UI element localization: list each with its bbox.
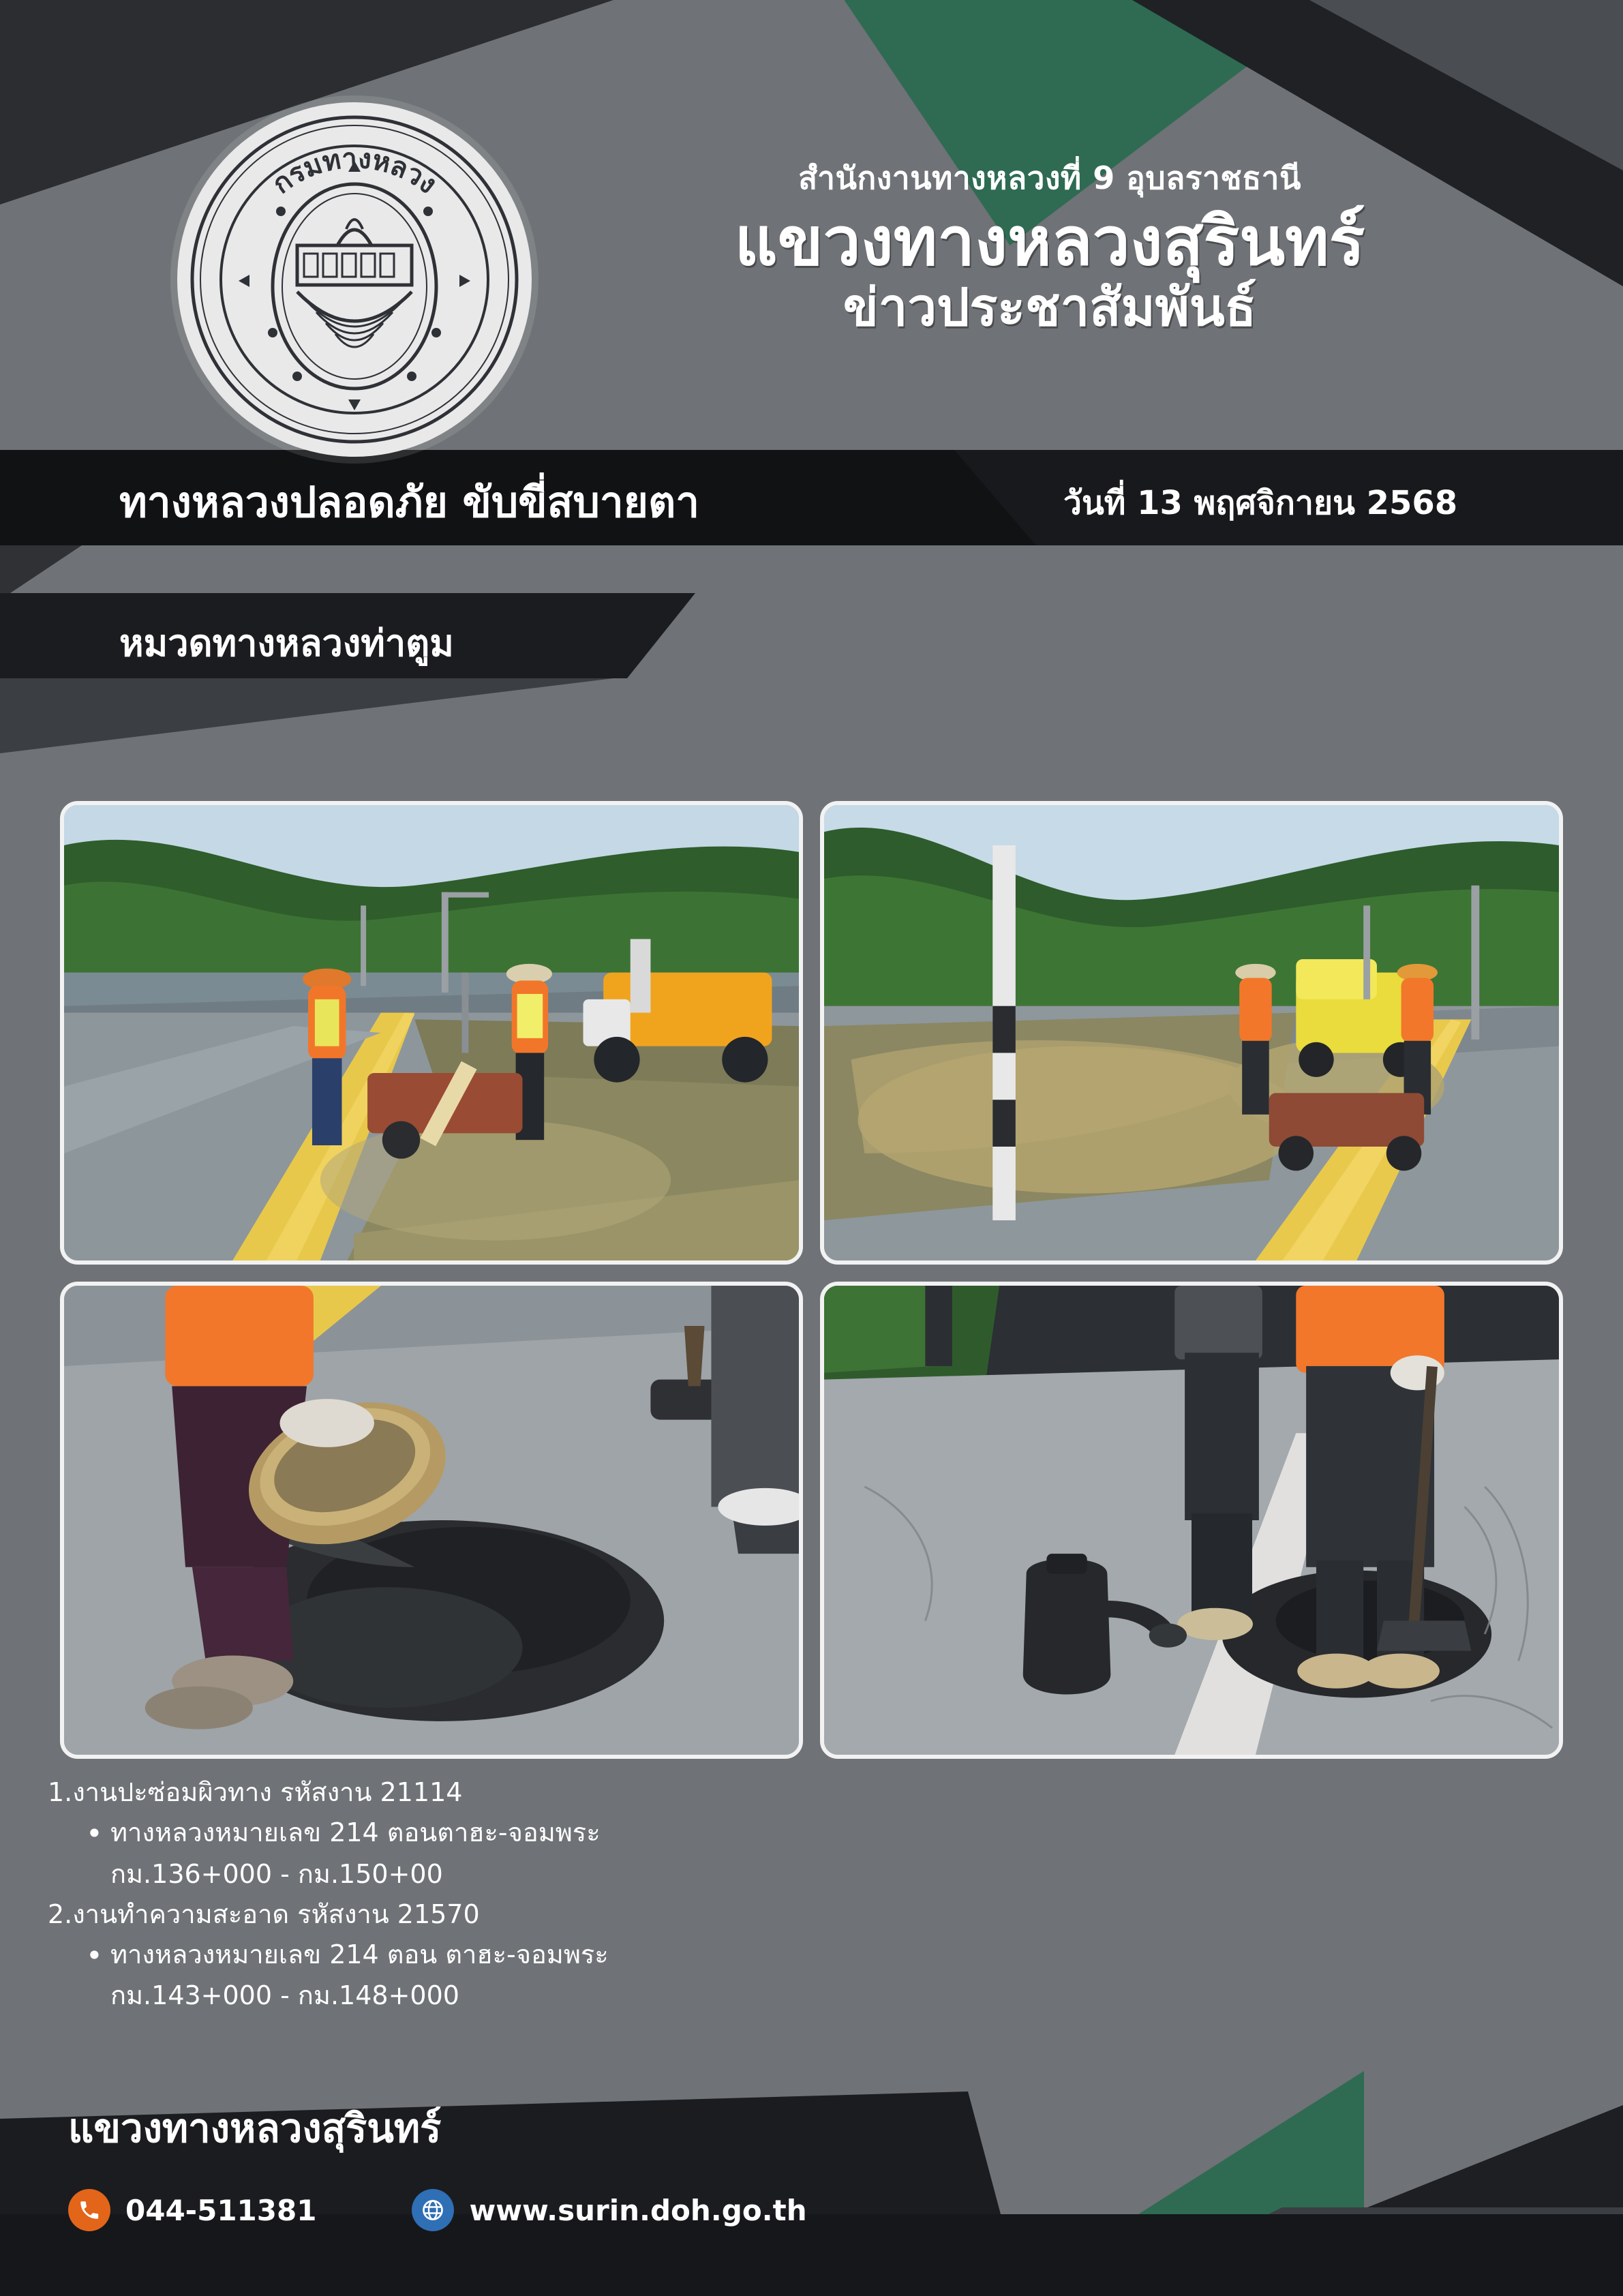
department-emblem-icon bbox=[177, 102, 532, 457]
photo-pouring-asphalt-mix bbox=[60, 1282, 803, 1759]
photo-tamping-pothole-patch bbox=[820, 1282, 1563, 1759]
work-item-1-bullet: • ทางหลวงหมายเลข 214 ตอนตาฮะ-จอมพระ bbox=[48, 1813, 1138, 1853]
district-title: แขวงทางหลวงสุรินทร์ bbox=[734, 203, 1365, 281]
footer-contact-row bbox=[68, 2189, 807, 2231]
shape-top-right-grey bbox=[1309, 0, 1623, 170]
footer-website[interactable] bbox=[412, 2189, 806, 2231]
photo-workers-sweeping-roadside bbox=[60, 801, 803, 1265]
banner-notch bbox=[954, 450, 1036, 545]
photo-workers-loading-grass bbox=[820, 801, 1563, 1265]
banner-under-left-wedge bbox=[0, 545, 82, 600]
office-line: สำนักงานทางหลวงที่ 9 อุบลราชธานี bbox=[798, 160, 1301, 196]
globe-icon bbox=[412, 2189, 454, 2231]
footer-phone-number: 044-511381 bbox=[125, 2193, 317, 2227]
phone-icon bbox=[68, 2189, 110, 2231]
shape-left-dark-triangle bbox=[0, 678, 613, 753]
work-item-1-km: กม.136+000 - กม.150+00 bbox=[110, 1858, 443, 1889]
work-details bbox=[48, 1772, 1138, 2016]
work-item-1-list bbox=[48, 1813, 1138, 1853]
banner-date: วันที่ 13 พฤศจิกายน 2568 bbox=[1063, 484, 1458, 522]
footer-website-url: www.surin.doh.go.th bbox=[469, 2193, 807, 2227]
news-title: ข่าวประชาสัมพันธ์ bbox=[843, 276, 1257, 337]
footer-phone bbox=[68, 2189, 316, 2231]
work-item-2-bullet: • ทางหลวงหมายเลข 214 ตอน ตาฮะ-จอมพระ bbox=[48, 1935, 1138, 1975]
work-item-2-list bbox=[48, 1935, 1138, 1975]
banner-section: หมวดทางหลวงท่าตูม bbox=[119, 622, 454, 665]
banner-slogan: ทางหลวงปลอดภัย ขับขี่สบายตา bbox=[119, 477, 700, 527]
footer-organization: แขวงทางหลวงสุรินทร์ bbox=[68, 2105, 442, 2151]
work-item-2-km: กม.143+000 - กม.148+000 bbox=[110, 1980, 459, 2011]
header-text-block bbox=[566, 153, 1534, 337]
photo-grid bbox=[60, 801, 1563, 1759]
svg-text:กรมทางหลวง: กรมทางหลวง bbox=[267, 142, 443, 200]
work-item-1-title: 1.งานปะซ่อมผิวทาง รหัสงาน 21114 bbox=[48, 1777, 463, 1807]
work-item-2-title: 2.งานทำความสะอาด รหัสงาน 21570 bbox=[48, 1899, 480, 1929]
